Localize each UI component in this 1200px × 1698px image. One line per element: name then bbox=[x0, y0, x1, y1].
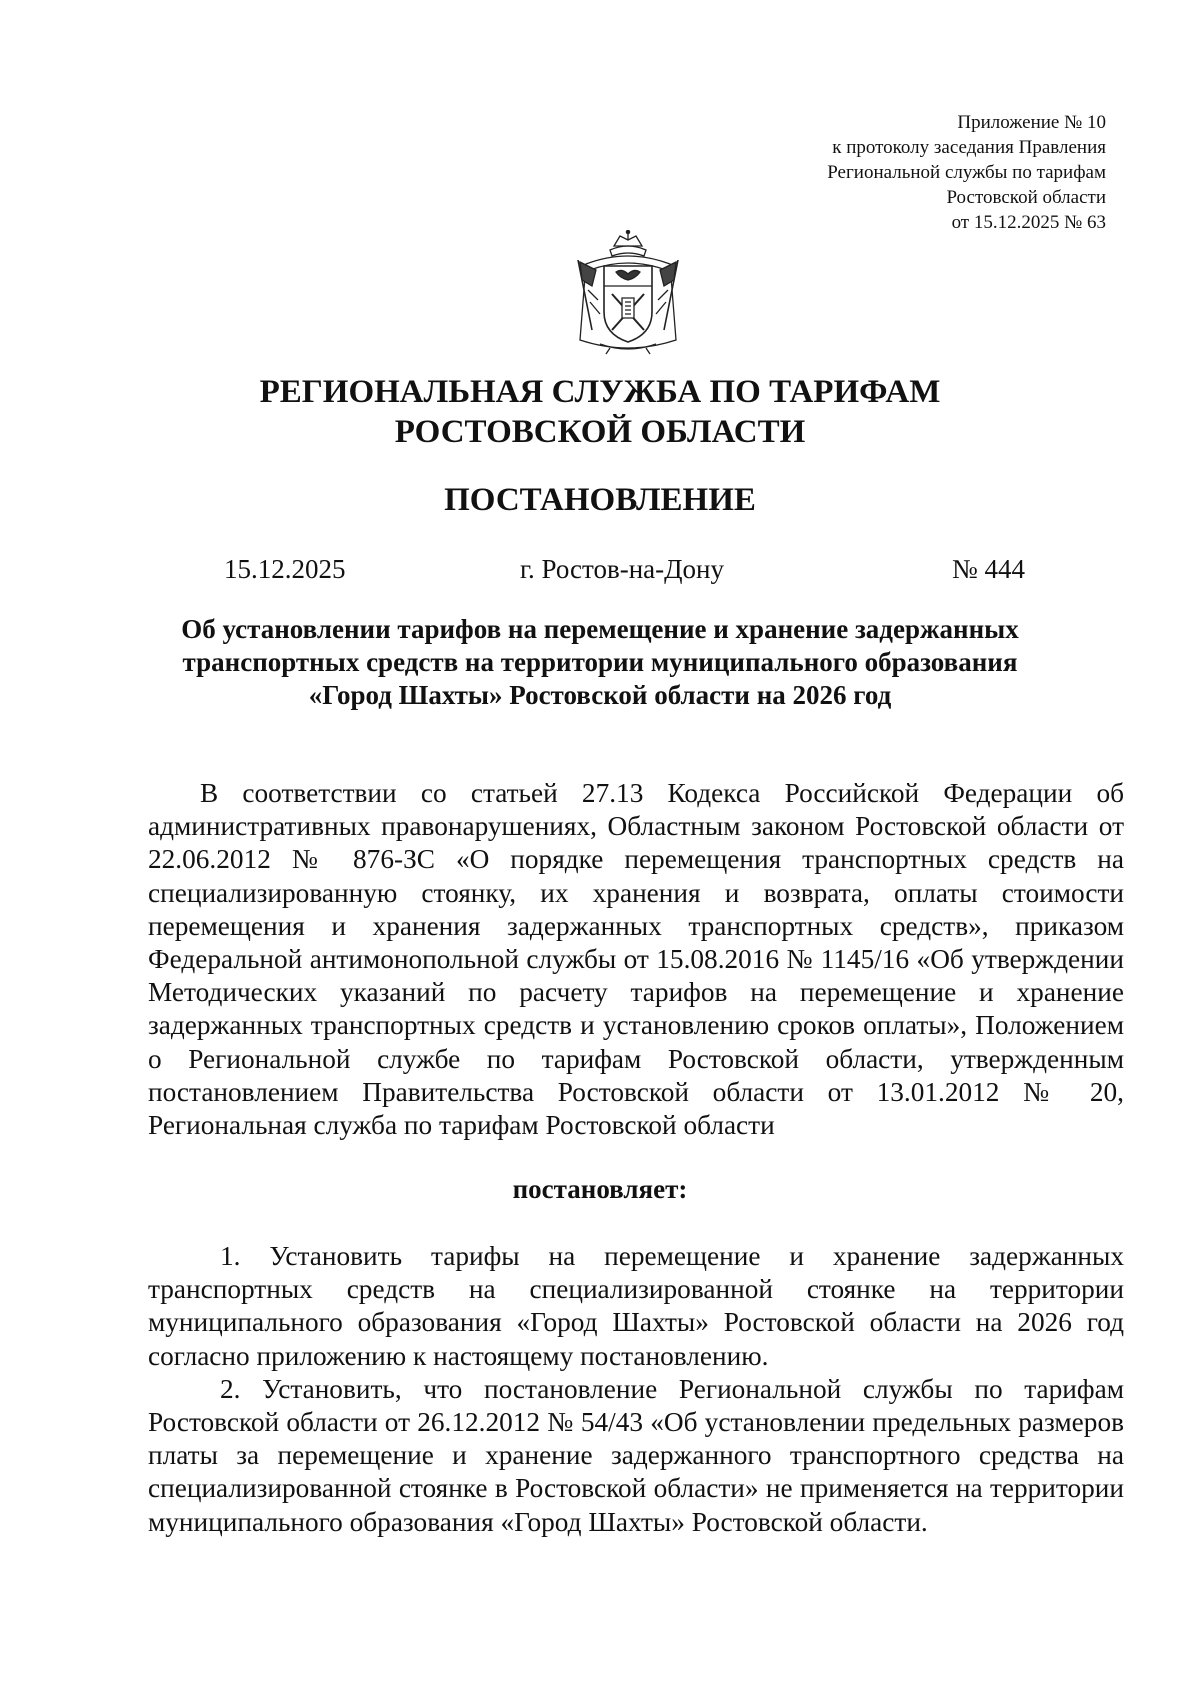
document-date: 15.12.2025 bbox=[224, 554, 346, 584]
document-subject bbox=[150, 613, 1050, 712]
decree-items bbox=[148, 1240, 1124, 1539]
authority-line: РЕГИОНАЛЬНАЯ СЛУЖБА ПО ТАРИФАМ bbox=[259, 374, 941, 410]
subject-line: «Город Шахты» Ростовской области на 2026 год bbox=[308, 680, 892, 710]
rostov-oblast-coat-of-arms-icon bbox=[570, 230, 686, 356]
preamble-section bbox=[148, 777, 1124, 1142]
issuing-authority bbox=[0, 372, 1200, 452]
document-meta bbox=[0, 551, 1200, 587]
document-number: № 444 bbox=[952, 554, 1026, 584]
appendix-note bbox=[827, 110, 1106, 235]
authority-line: РОСТОВСКОЙ ОБЛАСТИ bbox=[394, 414, 806, 450]
appendix-line: к протоколу заседания Правления bbox=[832, 137, 1106, 158]
document-city: г. Ростов-на-Дону bbox=[520, 554, 725, 584]
decree-item: 1. Установить тарифы на перемещение и хранение задержанных транспортных средств на специализированной стоянке на территории муниципального образования «Город Шахты» Ростовской области на 2026 год согласно приложению к настоящему постановлению. bbox=[148, 1241, 1124, 1371]
appendix-line: Ростовской области bbox=[946, 187, 1106, 208]
appendix-line: Региональной службы по тарифам bbox=[827, 162, 1106, 183]
document-type: ПОСТАНОВЛЕНИЕ bbox=[444, 482, 756, 518]
preamble-paragraph: В соответствии со статьей 27.13 Кодекса Российской Федерации об административных правонарушениях, Областным законом Ростовской области от 22.06.2012 № 876-ЗС «О порядке перемещения транспортных средств на специализированную стоянку, их хранения и возврата, оплаты стоимости перемещения и хранения задержанных транспортных средств», приказом Федеральной антимонопольной службы от 15.08.2016 № 1145/16 «Об утверждении Методических указаний по расчету тарифов на перемещение и хранение задержанных транспортных средств и установлению сроков оплаты», Положением о Региональной службе по тарифам Ростовской области, утвержденным постановлением Правительства Ростовской области от 13.01.2012 № 20, Региональная служба по тарифам Ростовской области bbox=[148, 778, 1124, 1141]
subject-line: Об установлении тарифов на перемещение и хранение задержанных bbox=[181, 614, 1019, 644]
decrees-word: постановляет: bbox=[512, 1174, 688, 1204]
appendix-line: Приложение № 10 bbox=[957, 112, 1106, 133]
appendix-line: от 15.12.2025 № 63 bbox=[951, 212, 1106, 233]
subject-line: транспортных средств на территории муниципального образования bbox=[182, 647, 1018, 677]
decree-item: 2. Установить, что постановление Региональной службы по тарифам Ростовской области от 26.12.2012 № 54/43 «Об установлении предельных размеров платы за перемещение и хранение задержанного транспортного средства на специализированной стоянке в Ростовской области» не применяется на территории муниципального образования «Город Шахты» Ростовской области. bbox=[148, 1373, 1124, 1537]
